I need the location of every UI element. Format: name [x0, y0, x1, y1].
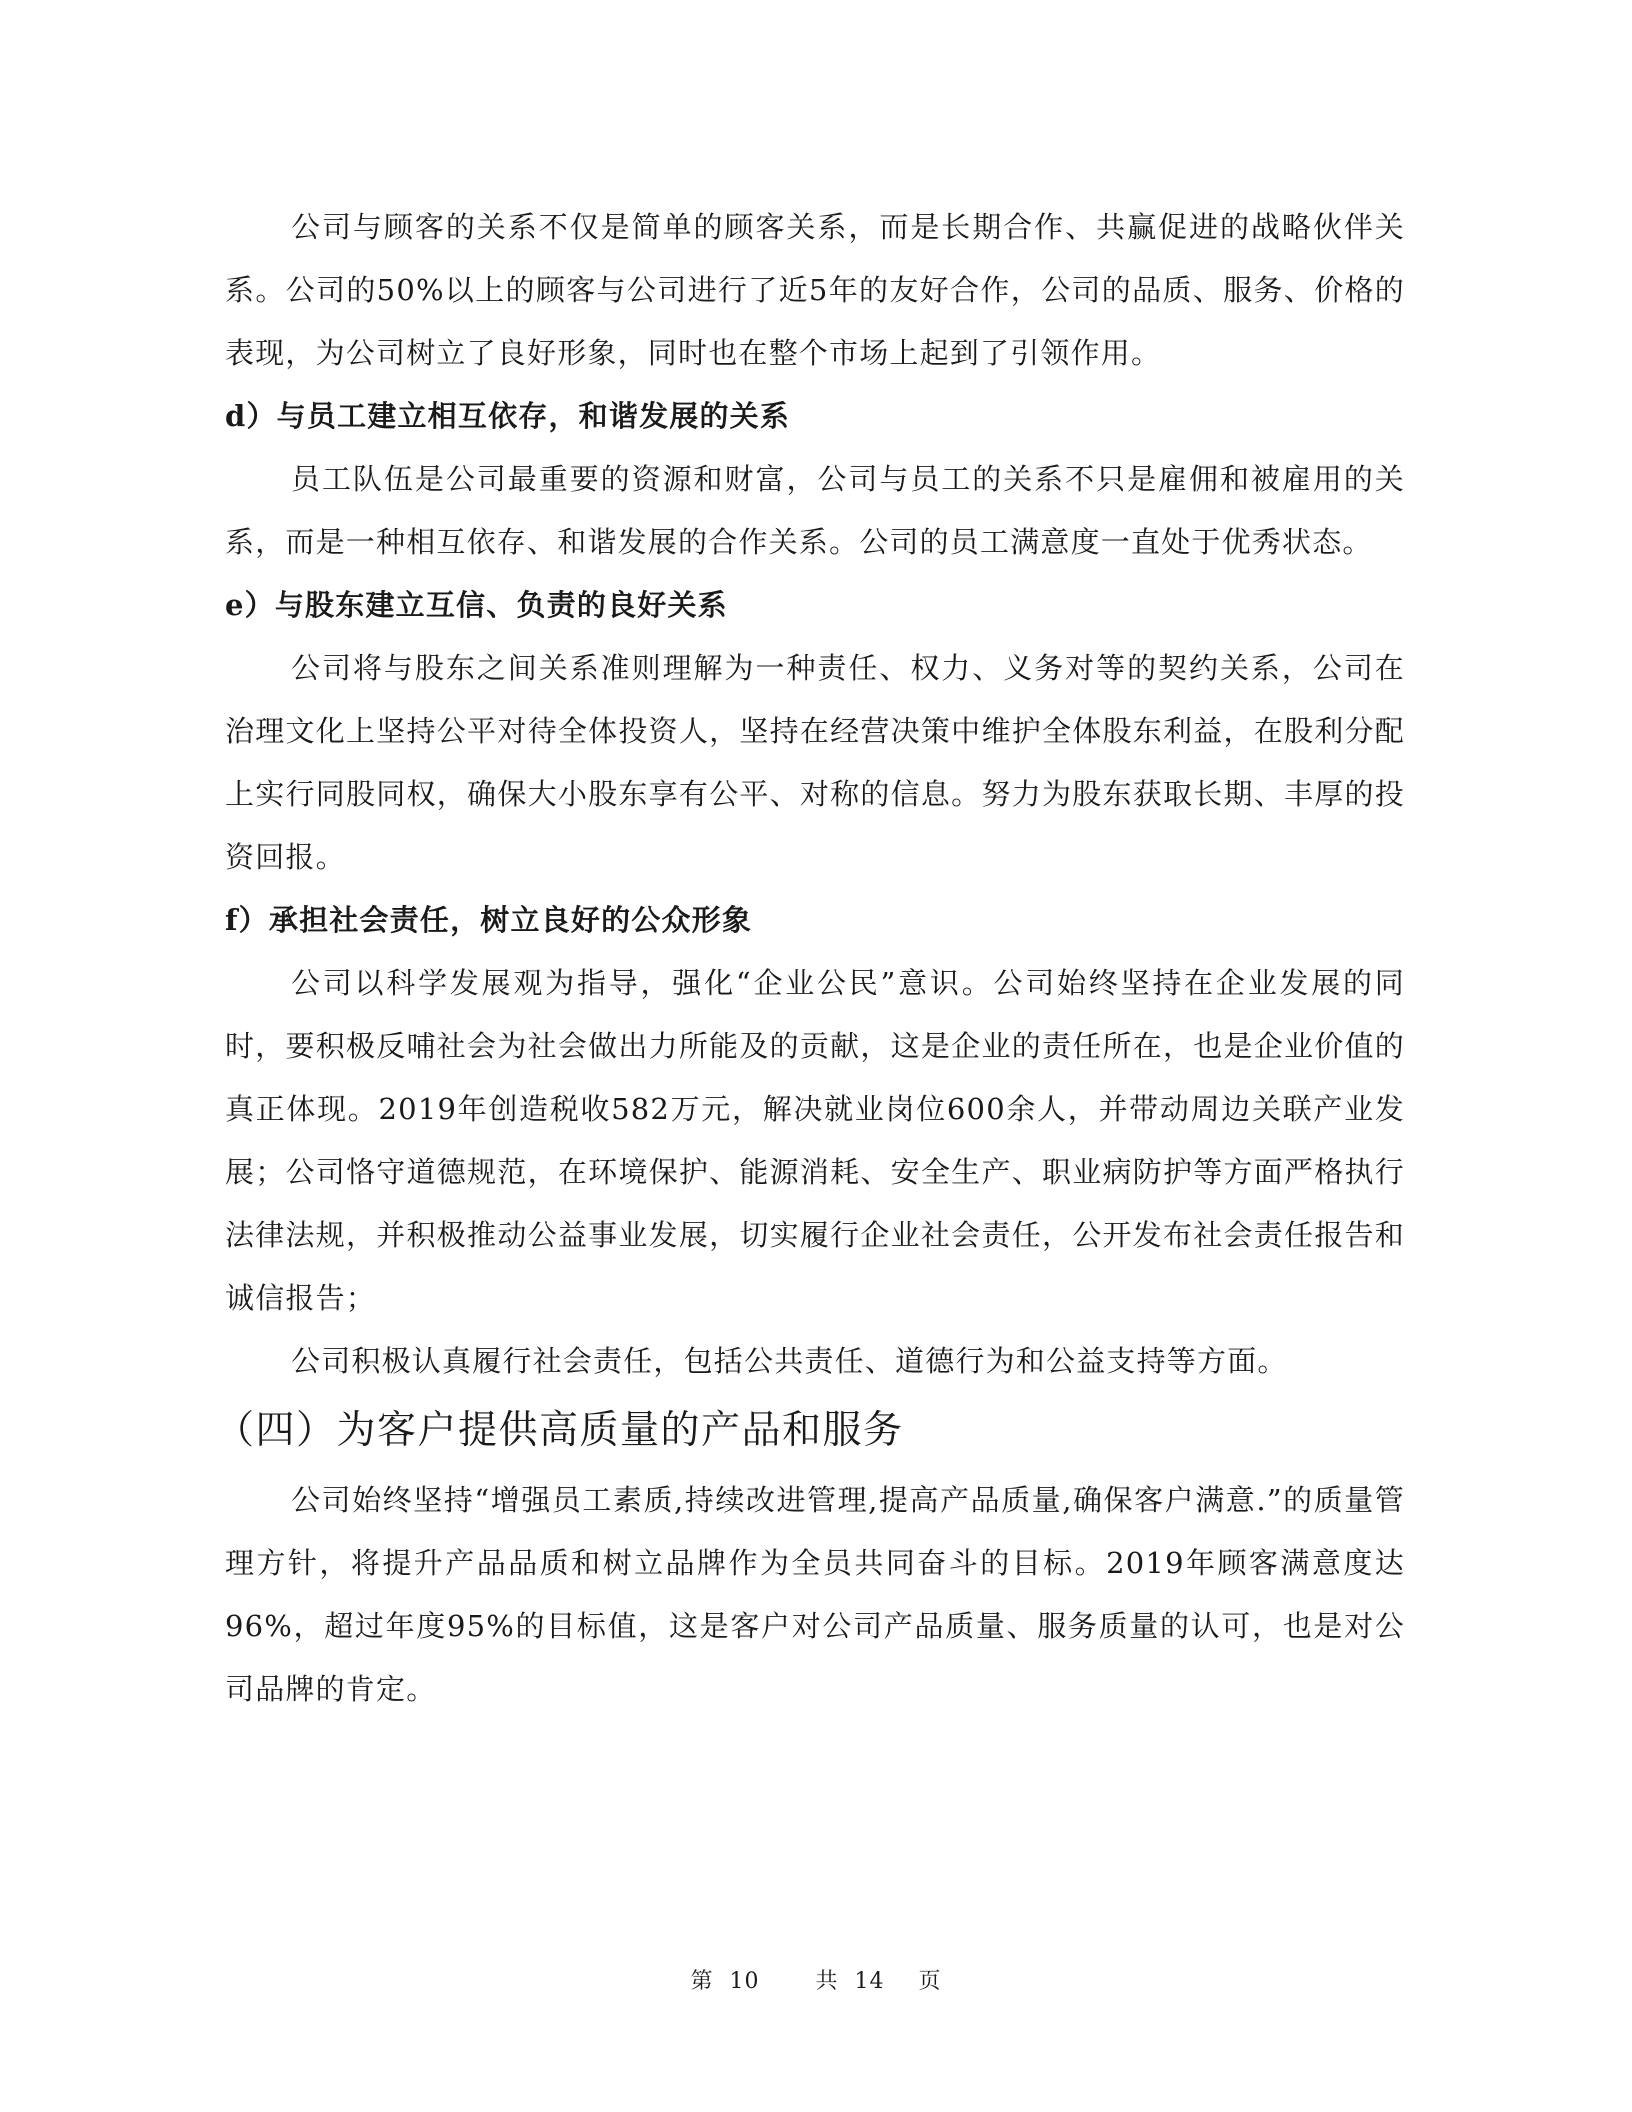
paragraph-social-responsibility: 公司以科学发展观为指导，强化“企业公民”意识。公司始终坚持在企业发展的同时，要积极反哺社会为社会做出力所能及的贡献，这是企业的责任所在，也是企业价值的真正体现。2019年创造税收582万元，解决就业岗位600余人，并带动周边关联产业发展；公司恪守道德规范，在环境保护、能源消耗、安全生产、职业病防护等方面严格执行法律法规，并积极推动公益事业发展，切实履行企业社会责任，公开发布社会责任报告和诚信报告；	[225, 966, 1405, 1315]
subheading-social-responsibility: f）承担社会责任，树立良好的公众形象	[225, 903, 753, 937]
page-body	[215, 196, 1405, 1721]
total-pages: 14	[854, 1969, 885, 1994]
paragraph-quality-policy: 公司始终坚持“增强员工素质,持续改进管理,提高产品质量,确保客户满意.”的质量管理方针，将提升产品品质和树立品牌作为全员共同奋斗的目标。2019年顾客满意度达96%，超过年度95%的目标值，这是客户对公司产品质量、服务质量的认可，也是对公司品牌的肯定。	[225, 1483, 1405, 1706]
page-suffix: 页	[918, 1969, 942, 1994]
total-label: 共	[815, 1969, 839, 1994]
paragraph-shareholder-relations: 公司将与股东之间关系准则理解为一种责任、权力、义务对等的契约关系，公司在治理文化上坚持公平对待全体投资人，坚持在经营决策中维护全体股东利益，在股利分配上实行同股同权，确保大小股东享有公平、对称的信息。努力为股东获取长期、丰厚的投资回报。	[225, 651, 1405, 874]
paragraph-customer-relations: 公司与顾客的关系不仅是简单的顾客关系，而是长期合作、共赢促进的战略伙伴关系。公司的50%以上的顾客与公司进行了近5年的友好合作，公司的品质、服务、价格的表现，为公司树立了良好形象，同时也在整个市场上起到了引领作用。	[225, 210, 1405, 370]
section-heading-quality: （四）为客户提供高质量的产品和服务	[215, 1408, 904, 1453]
paragraph-employee-relations: 员工队伍是公司最重要的资源和财富，公司与员工的关系不只是雇佣和被雇用的关系，而是一种相互依存、和谐发展的合作关系。公司的员工满意度一直处于优秀状态。	[225, 462, 1405, 559]
subheading-employee-relations: d）与员工建立相互依存，和谐发展的关系	[225, 399, 791, 433]
subheading-shareholder-relations: e）与股东建立互信、负责的良好关系	[225, 588, 728, 622]
page-label: 第	[690, 1969, 714, 1994]
paragraph-social-responsibility-summary: 公司积极认真履行社会责任，包括公共责任、道德行为和公益支持等方面。	[291, 1344, 1288, 1378]
page-number: 10	[729, 1969, 760, 1994]
page-footer	[0, 1964, 1632, 1995]
